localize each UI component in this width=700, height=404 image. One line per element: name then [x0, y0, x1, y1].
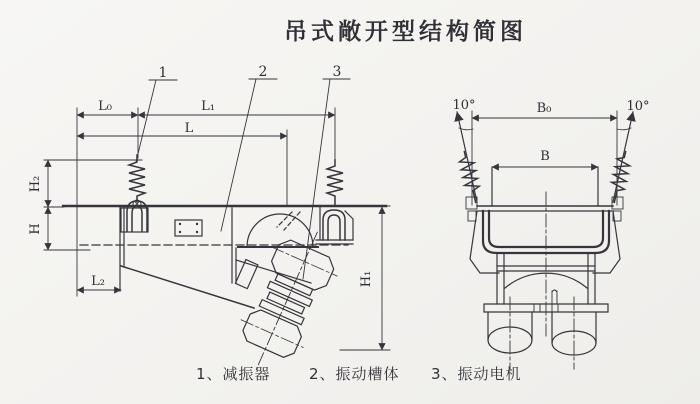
label-h2: H₂: [28, 175, 43, 193]
callout-1: 1: [158, 65, 168, 81]
centerlines: [510, 192, 574, 369]
suspension-spring-left-icon: [458, 150, 483, 204]
legend-item-trough: 2、振动槽体: [309, 365, 400, 383]
legend: [0, 363, 700, 389]
suspension-spring-right-icon: [608, 150, 633, 204]
label-b0: B₀: [536, 101, 552, 116]
damper-spring-left-icon: [129, 155, 145, 202]
side-view: [28, 64, 390, 384]
damper-spring-right-icon: [327, 160, 343, 206]
vibrating-trough-side: [63, 206, 386, 308]
motor-flange-arc: [247, 214, 313, 247]
label-l1: L₁: [201, 99, 215, 114]
callout-2: 2: [258, 64, 268, 80]
label-l2: L₂: [91, 274, 105, 289]
label-l: L: [184, 121, 194, 136]
label-l0: L₀: [98, 99, 112, 114]
drawing-title: 吊式敞开型结构简图: [284, 19, 527, 45]
side-view-dimensions: [28, 99, 390, 350]
end-view-dimensions: [452, 98, 649, 205]
legend-item-damper: 1、减振器: [196, 365, 271, 383]
label-h: H: [28, 223, 43, 235]
label-h1: H₁: [359, 270, 374, 288]
callout-3: 3: [332, 64, 342, 80]
legend-item-motor: 3、振动电机: [431, 365, 522, 383]
end-view: [452, 98, 649, 369]
inspection-plate: [175, 220, 202, 236]
label-angle-right: 10°: [626, 99, 650, 114]
label-b: B: [540, 149, 550, 164]
vibrating-trough-section: [470, 167, 620, 273]
hanger-hook-right: [316, 206, 353, 244]
label-angle-left: 10°: [452, 98, 476, 113]
